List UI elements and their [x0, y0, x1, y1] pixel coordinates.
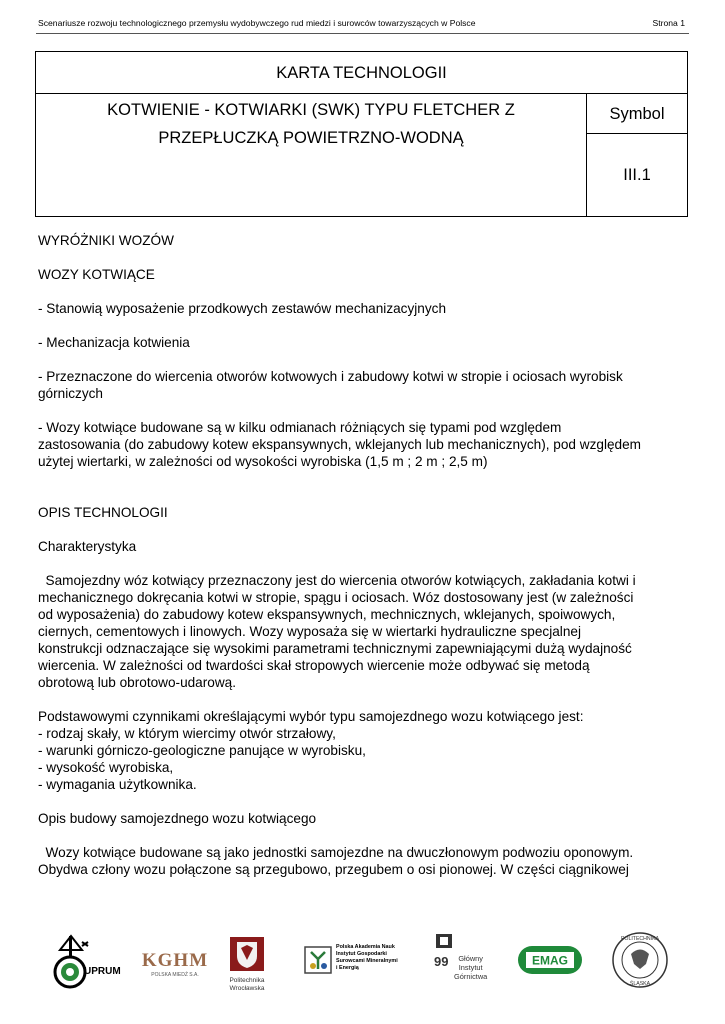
- symbol-value: III.1: [623, 166, 651, 184]
- kghm-sublabel: POLSKA MIEDŹ S.A.: [151, 972, 199, 978]
- pan-label-3: Surowcami Mineralnymi: [336, 958, 398, 964]
- card-subject-line-1: KOTWIENIE - KOTWIARKI (SWK) TYPU FLETCHER Z: [107, 101, 515, 119]
- bullet-item: - Wozy kotwiące budowane są w kilku odmianach różniących się typami pod względem: [38, 420, 562, 435]
- paragraph-line: konstrukcji odznaczające się wysokimi parametrami technicznymi zapewniającymi dużą wydajność: [38, 641, 632, 656]
- gig-emblem-icon: [432, 932, 456, 972]
- bullet-item-continued: górniczych: [38, 386, 103, 401]
- technology-card: [35, 51, 688, 217]
- pan-emblem-icon: [304, 946, 332, 974]
- gig-label-2: Instytut: [458, 963, 483, 972]
- list-item: - rodzaj skały, w którym wiercimy otwór strzałowy,: [38, 726, 336, 741]
- paragraph-line: Wozy kotwiące budowane są jako jednostki samojezdne na dwuczłonowym podwoziu oponowym.: [38, 845, 634, 860]
- section-heading: WOZY KOTWIĄCE: [38, 267, 155, 282]
- card-title: KARTA TECHNOLOGII: [36, 52, 687, 94]
- paragraph-line: Samojezdny wóz kotwiący przeznaczony jest do wiercenia otworów kotwiących, zakładania kotwi i: [38, 573, 636, 588]
- subsection-heading: Opis budowy samojezdnego wozu kotwiącego: [38, 811, 317, 826]
- polsl-logo: [610, 930, 670, 990]
- document-body: [38, 232, 686, 878]
- card-subject: [36, 94, 587, 216]
- kghm-label: KGHM: [141, 950, 209, 971]
- bullet-item-continued: użytej wiertarki, w zależności od wysokości wyrobiska (1,5 m ; 2 m ; 2,5 m): [38, 454, 488, 469]
- polsl-label-1: POLITECHNIKA: [620, 936, 660, 942]
- gig-label-1: Główny: [458, 954, 483, 963]
- paragraph-line: wiercenia. W zależności od twardości skał stropowych wiercenie może odbywać się metodą: [38, 658, 590, 673]
- page-number: Strona 1: [652, 18, 685, 28]
- gig-logo: [432, 932, 492, 994]
- gig-label-3: Górnictwa: [454, 972, 488, 981]
- header-divider: [36, 33, 689, 34]
- cuprum-logo: [52, 934, 122, 992]
- svg-text:99: 99: [434, 954, 449, 969]
- card-subject-line-2: PRZEPŁUCZKĄ POWIETRZNO-WODNĄ: [158, 129, 464, 147]
- partner-logos: [38, 928, 688, 998]
- section-heading: WYRÓŻNIKI WOZÓW: [38, 233, 174, 248]
- pan-label-1: Polska Akademia Nauk: [336, 944, 395, 950]
- kghm-logo: [140, 950, 210, 980]
- pwr-logo: [224, 936, 270, 998]
- paragraph-line: od wyposażenia) do zabudowy kotew ekspansywnych, mechnicznych, wklejanych, spoiwowych,: [38, 607, 616, 622]
- bullet-item-continued: zastosowania (do zabudowy kotew ekspansywnych, wklejanych lub mechanicznych), pod względem: [38, 437, 641, 452]
- cuprum-emblem-icon: [52, 934, 122, 992]
- header-title: Scenariusze rozwoju technologicznego przemysłu wydobywczego rud miedzi i surowców towarzyszących w Polsce: [38, 18, 476, 28]
- bullet-item: - Stanowią wyposażenie przodkowych zestawów mechanizacyjnych: [38, 301, 447, 316]
- polsl-label-2: ŚLĄSKA: [629, 981, 651, 987]
- paragraph-line: ciernych, cementowych i linowych. Wozy wyposaża się w wiertarki hydrauliczne specjalnej: [38, 624, 581, 639]
- paragraph-line: Obydwa człony wozu połączone są przegubowo, przegubem o osi pionowej. W części ciągnikowej: [38, 862, 629, 877]
- cuprum-label: UPRUM: [84, 966, 121, 977]
- paragraph-line: obrotową lub obrotowo-udarową.: [38, 675, 236, 690]
- pan-label-4: i Energią: [336, 965, 359, 971]
- pan-label-2: Instytut Gospodarki: [336, 951, 387, 957]
- bullet-item: - Mechanizacja kotwienia: [38, 335, 190, 350]
- pwr-crest-icon: [229, 936, 265, 972]
- pan-logo: [304, 944, 408, 980]
- list-item: - wymagania użytkownika.: [38, 777, 197, 792]
- subsection-heading: Charakterystyka: [38, 539, 137, 554]
- list-item: - warunki górniczo-geologiczne panujące w wyrobisku,: [38, 743, 366, 758]
- list-item: - wysokość wyrobiska,: [38, 760, 174, 775]
- symbol-label: Symbol: [587, 94, 687, 134]
- emag-logo: [516, 944, 584, 976]
- paragraph-line: Podstawowymi czynnikami określającymi wybór typu samojezdnego wozu kotwiącego jest:: [38, 709, 584, 724]
- emag-badge-icon: [516, 944, 584, 976]
- section-heading: OPIS TECHNOLOGII: [38, 505, 168, 520]
- paragraph-line: mechanicznego dokręcania kotwi w stropie, spągu i ociosach. Wóz dostosowany jest (w zależności: [38, 590, 634, 605]
- page-header: [38, 18, 685, 32]
- pwr-label-2: Wrocławska: [229, 985, 265, 992]
- pwr-label-1: Politechnika: [229, 977, 265, 984]
- polsl-seal-icon: [610, 930, 670, 990]
- emag-label: EMAG: [532, 953, 568, 968]
- bullet-item: - Przeznaczone do wiercenia otworów kotwowych i zabudowy kotwi w stropie i ociosach wyrobisk: [38, 369, 623, 384]
